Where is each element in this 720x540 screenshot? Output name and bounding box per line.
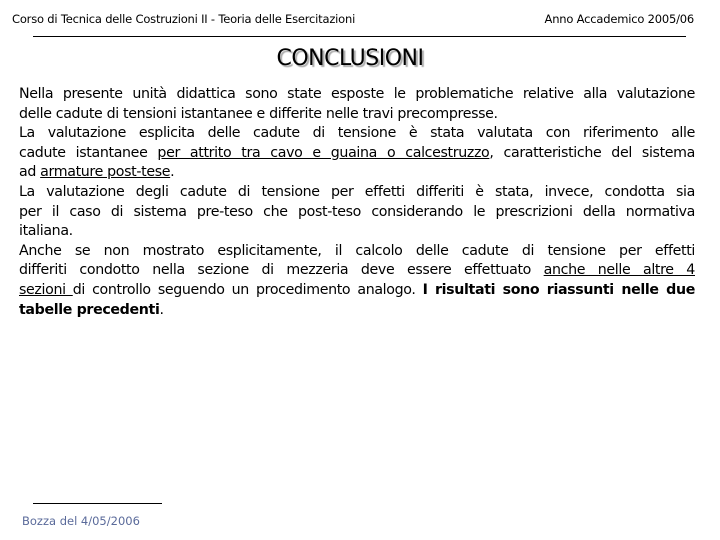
draft-date: Bozza del 4/05/2006 — [22, 514, 140, 528]
text-segment: delle cadute di tensioni istantanee e differite nelle travi precompresse. — [19, 105, 498, 122]
text-segment: di controllo seguendo un procedimento analogo. — [72, 281, 423, 298]
text-line — [19, 203, 695, 223]
underlined-text: anche nelle altre 4 — [543, 262, 695, 279]
text-segment: ad — [19, 164, 41, 181]
academic-year: Anno Accademico 2005/06 — [544, 12, 694, 26]
text-segment: , caratteristiche del sistema — [489, 144, 695, 161]
text-segment: . — [170, 164, 175, 181]
text-segment: La valutazione esplicita delle cadute di tensione è stata valutata con riferimento alle — [19, 125, 695, 142]
text-line — [19, 183, 695, 203]
page-title: CONCLUSIONI — [276, 46, 424, 71]
text-line — [19, 222, 695, 242]
course-header: Corso di Tecnica delle Costruzioni II - Teoria delle Esercitazioni — [12, 12, 356, 26]
footer-divider — [33, 503, 162, 504]
underlined-text: armature post-tese — [40, 164, 171, 181]
text-segment: per il caso di sistema pre-teso che post-teso considerando le prescrizioni della normativa — [19, 203, 695, 220]
text-line — [19, 301, 695, 321]
bold-text: tabelle precedenti — [19, 301, 160, 318]
text-line — [19, 281, 695, 301]
text-segment: . — [159, 301, 164, 318]
text-line — [19, 85, 695, 105]
text-segment: Anche se non mostrato esplicitamente, il calcolo delle cadute di tensione per effetti — [19, 242, 695, 259]
text-line — [19, 124, 695, 144]
text-segment: cadute istantanee — [19, 144, 158, 161]
text-line — [19, 163, 695, 183]
conclusions-text — [19, 85, 695, 320]
text-line — [19, 105, 695, 125]
bold-text: I risultati sono riassunti nelle due — [422, 281, 695, 298]
text-segment: La valutazione degli cadute di tensione per effetti differiti è stata, invece, condotta sia — [19, 183, 695, 200]
text-line — [19, 242, 695, 262]
text-segment: Nella presente unità didattica sono state esposte le problematiche relative alla valutazione — [19, 86, 695, 102]
underlined-text: per attrito tra cavo e guaina o calcestruzzo — [157, 144, 490, 161]
text-line — [19, 261, 695, 281]
text-segment: italiana. — [19, 223, 73, 240]
text-segment: differiti condotto nella sezione di mezzeria deve essere effettuato — [19, 262, 544, 279]
underlined-text: sezioni — [19, 281, 73, 298]
header-divider — [33, 36, 686, 37]
text-line — [19, 144, 695, 164]
